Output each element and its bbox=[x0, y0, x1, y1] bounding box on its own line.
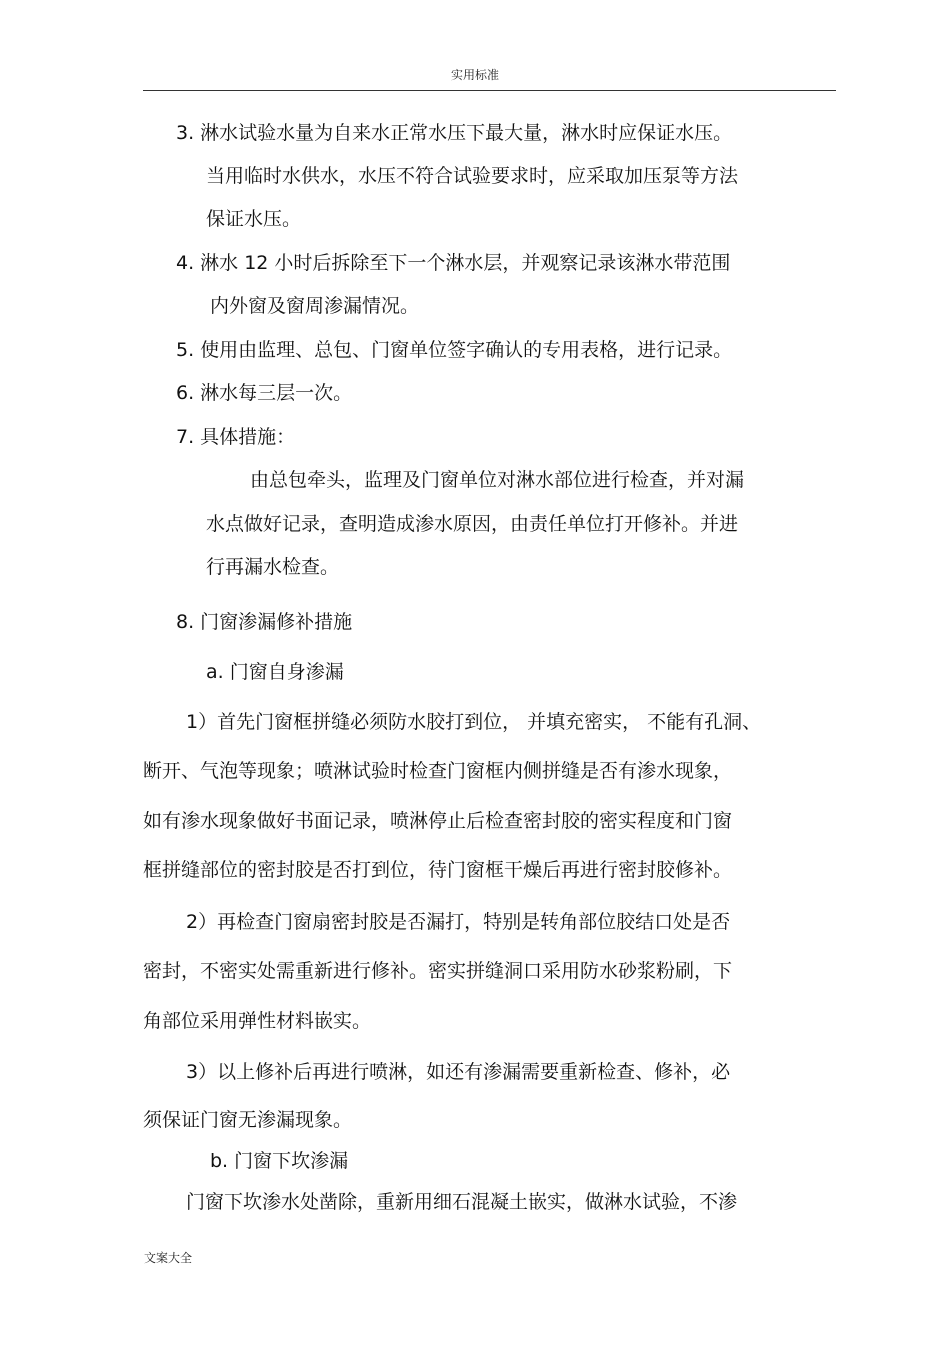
text-line: 8. 门窗渗漏修补措施 bbox=[176, 611, 353, 633]
text-line: 3）以上修补后再进行喷淋，如还有渗漏需要重新检查、修补，必 bbox=[186, 1061, 731, 1083]
page-footer: 文案大全 bbox=[144, 1251, 193, 1265]
text-line: 角部位采用弹性材料嵌实。 bbox=[143, 1010, 372, 1032]
text-line: 须保证门窗无渗漏现象。 bbox=[143, 1109, 353, 1131]
text-line: 5. 使用由监理、总包、门窗单位签字确认的专用表格，进行记录。 bbox=[176, 339, 733, 361]
text-line: 内外窗及窗周渗漏情况。 bbox=[210, 295, 420, 317]
text-line: 2）再检查门窗扇密封胶是否漏打，特别是转角部位胶结口处是否 bbox=[186, 911, 731, 933]
text-line: 7. 具体措施： bbox=[176, 426, 296, 448]
page-header: 实用标准 bbox=[450, 68, 499, 82]
text-line: 水点做好记录，查明造成渗水原因，由责任单位打开修补。并进 bbox=[206, 513, 739, 535]
text-line: 4. 淋水 12 小时后拆除至下一个淋水层，并观察记录该淋水带范围 bbox=[176, 252, 731, 274]
text-line: 如有渗水现象做好书面记录，喷淋停止后检查密封胶的密实程度和门窗 bbox=[143, 810, 733, 832]
text-line: 行再漏水检查。 bbox=[206, 556, 340, 578]
text-line: 1）首先门窗框拼缝必须防水胶打到位， 并填充密实， 不能有孔洞、 bbox=[186, 711, 762, 733]
text-line: 6. 淋水每三层一次。 bbox=[176, 382, 353, 404]
text-line: 断开、气泡等现象；喷淋试验时检查门窗框内侧拼缝是否有渗水现象， bbox=[143, 760, 733, 782]
text-line: 框拼缝部位的密封胶是否打到位，待门窗框干燥后再进行密封胶修补。 bbox=[143, 859, 733, 881]
text-line: 密封，不密实处需重新进行修补。密实拼缝洞口采用防水砂浆粉刷，下 bbox=[143, 960, 733, 982]
header-rule bbox=[143, 90, 836, 91]
text-line: 保证水压。 bbox=[206, 208, 302, 230]
text-line: 3. 淋水试验水量为自来水正常水压下最大量，淋水时应保证水压。 bbox=[176, 122, 733, 144]
text-line: 门窗下坎渗水处凿除，重新用细石混凝土嵌实，做淋水试验，不渗 bbox=[186, 1191, 738, 1213]
text-line: b. 门窗下坎渗漏 bbox=[210, 1150, 349, 1172]
text-line: a. 门窗自身渗漏 bbox=[206, 661, 344, 683]
text-line: 当用临时水供水，水压不符合试验要求时，应采取加压泵等方法 bbox=[206, 165, 739, 187]
text-line: 由总包牵头，监理及门窗单位对淋水部位进行检查，并对漏 bbox=[250, 469, 745, 491]
